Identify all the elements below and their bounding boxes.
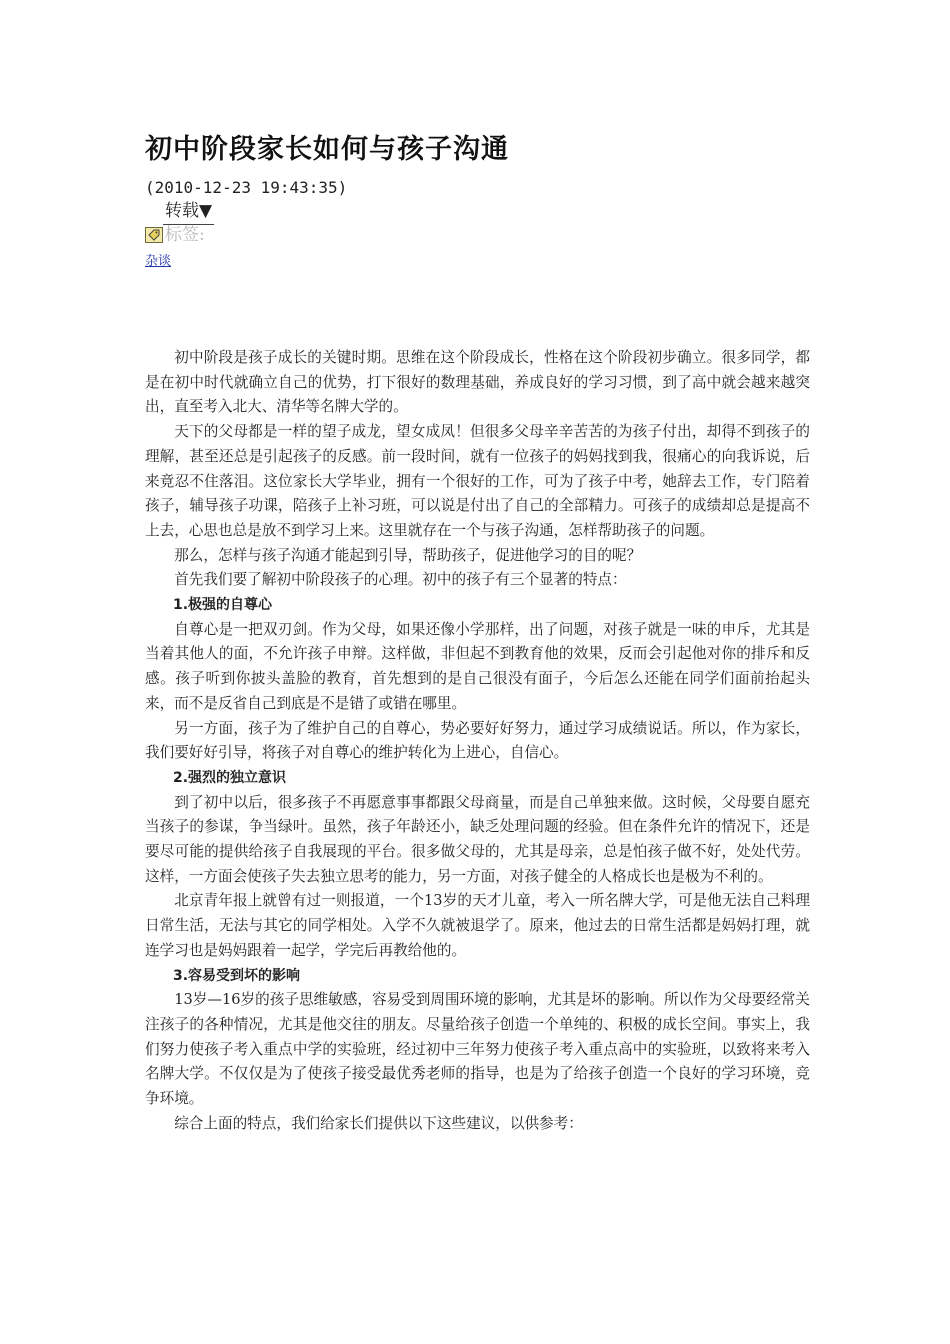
- tag-icon: [145, 227, 163, 243]
- repost-button[interactable]: 转载▼: [163, 198, 214, 225]
- article-title: 初中阶段家长如何与孩子沟通: [145, 134, 509, 165]
- body-paragraph: 天下的父母都是一样的望子成龙，望女成凤！但很多父母辛辛苦苦的为孩子付出，却得不到孩子的理解，甚至还总是引起孩子的反感。前一段时间，就有一位孩子的妈妈找到我，很痛心的向我诉说，后来竟忍不住落泪。这位家长大学毕业，拥有一个很好的工作，可为了孩子中考，她辞去工作，专门陪着孩子，辅导孩子功课，陪孩子上补习班，可以说是付出了自己的全部精力。可孩子的成绩却总是提高不上去，心思也总是放不到学习上来。这里就存在一个与孩子沟通，怎样帮助孩子的问题。: [145, 423, 810, 539]
- article-body: [145, 346, 810, 1137]
- post-date: (2010-12-23 19:43:35): [145, 178, 348, 197]
- body-paragraph: 到了初中以后，很多孩子不再愿意事事都跟父母商量，而是自己单独来做。这时候，父母要自愿充当孩子的参谋，争当绿叶。虽然，孩子年龄还小，缺乏处理问题的经验。但在条件允许的情况下，还是要尽可能的提供给孩子自我展现的平台。很多做父母的，尤其是母亲，总是怕孩子做不好，处处代劳。这样，一方面会使孩子失去独立思考的能力，另一方面，对孩子健全的人格成长也是极为不利的。: [145, 793, 810, 885]
- body-paragraph: 初中阶段是孩子成长的关键时期。思维在这个阶段成长，性格在这个阶段初步确立。很多同学，都是在初中时代就确立自己的优势，打下很好的数理基础，养成良好的学习习惯，到了高中就会越来越突出，直至考入北大、清华等名牌大学的。: [145, 349, 810, 416]
- section-heading: 1.极强的自尊心: [173, 597, 273, 614]
- tag-link-zatan[interactable]: 杂谈: [145, 254, 172, 269]
- tag-row: [145, 223, 810, 247]
- section-heading: 3.容易受到坏的影响: [173, 967, 301, 984]
- tag-icon-glyph: [147, 229, 161, 241]
- body-paragraph: 综合上面的特点，我们给家长们提供以下这些建议，以供参考：: [174, 1114, 583, 1132]
- tag-label: 标签:: [165, 225, 205, 245]
- body-paragraph: 首先我们要了解初中阶段孩子的心理。初中的孩子有三个显著的特点：: [174, 571, 627, 589]
- body-paragraph: 13岁—16岁的孩子思维敏感，容易受到周围环境的影响，尤其是坏的影响。所以作为父母要经常关注孩子的各种情况，尤其是他交往的朋友。尽量给孩子创造一个单纯的、积极的成长空间。事实上，我们努力使孩子考入重点中学的实验班，经过初中三年努力使孩子考入重点高中的实验班，以致将来考入名牌大学。不仅仅是为了使孩子接受最优秀老师的指导，也是为了给孩子创造一个良好的学习环境，竞争环境。: [145, 991, 810, 1108]
- body-paragraph: 那么，怎样与孩子沟通才能起到引导，帮助孩子，促进他学习的目的呢？: [174, 546, 642, 564]
- section-heading: 2.强烈的独立意识: [173, 769, 287, 786]
- body-paragraph: 自尊心是一把双刃剑。作为父母，如果还像小学那样，出了问题，对孩子就是一味的申斥，尤其是当着其他人的面，不允许孩子申辩。这样做，非但起不到教育他的效果，反而会引起他对你的排斥和反感。孩子听到你披头盖脸的教育，首先想到的是自己很没有面子，今后怎么还能在同学们面前抬起头来，而不是反省自己到底是不是错了或错在哪里。: [145, 620, 810, 712]
- body-paragraph: 另一方面，孩子为了维护自己的自尊心，势必要好好努力，通过学习成绩说话。所以，作为家长，我们要好好引导，将孩子对自尊心的维护转化为上进心，自信心。: [145, 719, 810, 762]
- article-header: [145, 130, 810, 271]
- body-paragraph: 北京青年报上就曾有过一则报道，一个13岁的天才儿童，考入一所名牌大学，可是他无法自己料理日常生活，无法与其它的同学相处。入学不久就被退学了。原来，他过去的日常生活都是妈妈打理，就连学习也是妈妈跟着一起学，学完后再教给他的。: [145, 892, 810, 959]
